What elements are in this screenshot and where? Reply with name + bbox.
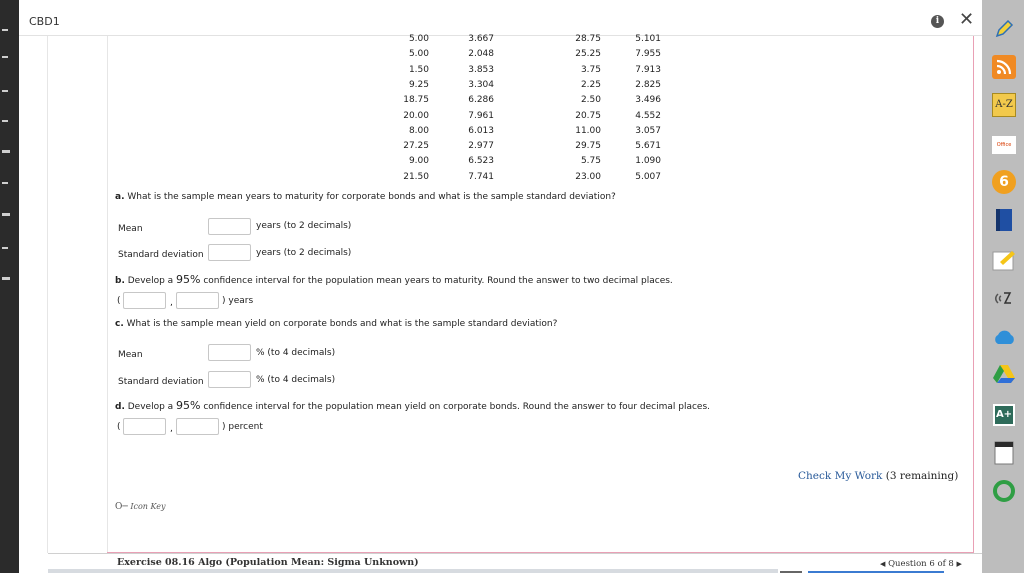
question-c bbox=[115, 319, 557, 329]
table-cell: 2.977 bbox=[468, 141, 494, 151]
table-cell: 11.00 bbox=[575, 126, 601, 136]
table-cell: 7.913 bbox=[635, 65, 661, 75]
table-cell: 5.671 bbox=[635, 141, 661, 151]
table-row bbox=[19, 141, 982, 156]
table-cell: 6.523 bbox=[468, 156, 494, 166]
question-d bbox=[115, 399, 710, 412]
question-letter: d. bbox=[115, 402, 125, 412]
office-label: Office bbox=[992, 136, 1016, 154]
table-cell: 28.75 bbox=[575, 34, 601, 44]
table-cell: 5.101 bbox=[635, 34, 661, 44]
table-cell: 2.50 bbox=[580, 95, 601, 105]
exercise-title: Exercise 08.16 Algo (Population Mean: Sigma Unknown) bbox=[117, 557, 419, 568]
table-cell: 29.75 bbox=[575, 141, 601, 151]
question-letter: c. bbox=[115, 319, 124, 329]
table-row bbox=[19, 172, 982, 187]
table-cell: 2.048 bbox=[468, 49, 494, 59]
key-icon: O─ bbox=[115, 502, 128, 512]
table-cell: 6.286 bbox=[468, 95, 494, 105]
document-icon[interactable] bbox=[992, 441, 1016, 465]
table-row bbox=[19, 34, 982, 49]
question-content bbox=[19, 36, 982, 573]
icon-key-label: Icon Key bbox=[130, 502, 166, 511]
question-d-text-post: confidence interval for the population mean yield on corporate bonds. Round the answer to four decimal places. bbox=[200, 402, 710, 412]
table-cell: 3.853 bbox=[468, 65, 494, 75]
cloud-icon[interactable] bbox=[992, 325, 1016, 349]
maturity-ci-lower-input[interactable] bbox=[123, 292, 166, 309]
question-c-text: What is the sample mean yield on corporate bonds and what is the sample standard deviation? bbox=[123, 319, 558, 329]
strip-marker bbox=[2, 90, 8, 92]
maturity-mean-hint: years (to 2 decimals) bbox=[256, 221, 352, 231]
comma: , bbox=[170, 298, 173, 308]
a-z-label: A-Z bbox=[992, 93, 1016, 117]
extensions-toolbar bbox=[982, 0, 1024, 573]
table-cell: 5.75 bbox=[580, 156, 601, 166]
table-cell: 7.961 bbox=[468, 111, 494, 121]
question-a bbox=[115, 192, 616, 202]
yield-ci-upper-input[interactable] bbox=[176, 418, 219, 435]
open-paren: ( bbox=[117, 422, 121, 432]
table-row bbox=[19, 49, 982, 64]
yield-ci-unit: ) percent bbox=[222, 422, 263, 432]
table-cell: 2.25 bbox=[580, 80, 601, 90]
table-cell: 1.090 bbox=[635, 156, 661, 166]
question-b bbox=[115, 273, 673, 286]
question-letter: b. bbox=[115, 276, 125, 286]
table-cell: 3.057 bbox=[635, 126, 661, 136]
table-cell: 5.007 bbox=[635, 172, 661, 182]
yield-sd-input[interactable] bbox=[208, 371, 251, 388]
table-cell: 27.25 bbox=[403, 141, 429, 151]
confidence-level: 95% bbox=[176, 399, 201, 412]
mean-label: Mean bbox=[118, 224, 143, 234]
strip-marker bbox=[2, 182, 8, 184]
strip-marker bbox=[2, 29, 8, 31]
number-six-icon[interactable] bbox=[992, 170, 1016, 194]
table-cell: 8.00 bbox=[408, 126, 429, 136]
yield-sd-hint: % (to 4 decimals) bbox=[256, 375, 336, 385]
left-edge-strip bbox=[0, 0, 19, 573]
table-row bbox=[19, 126, 982, 141]
prev-question-icon[interactable]: ◀ bbox=[880, 560, 886, 568]
table-cell: 7.955 bbox=[635, 49, 661, 59]
maturity-mean-input[interactable] bbox=[208, 218, 251, 235]
window-titlebar bbox=[19, 8, 982, 36]
a-z-icon[interactable] bbox=[992, 93, 1016, 117]
circle-icon[interactable] bbox=[992, 479, 1016, 503]
question-counter: Question 6 of 8 bbox=[888, 559, 954, 569]
window-title: CBD1 bbox=[29, 15, 60, 28]
icon-key[interactable] bbox=[115, 502, 166, 512]
table-cell: 20.00 bbox=[403, 111, 429, 121]
yield-mean-hint: % (to 4 decimals) bbox=[256, 348, 336, 358]
question-a-text: What is the sample mean years to maturity for corporate bonds and what is the sample standard deviation? bbox=[124, 192, 616, 202]
table-cell: 23.00 bbox=[575, 172, 601, 182]
check-my-work bbox=[798, 470, 958, 482]
table-cell: 7.741 bbox=[468, 172, 494, 182]
open-paren: ( bbox=[117, 296, 121, 306]
maturity-sd-input[interactable] bbox=[208, 244, 251, 261]
attempts-remaining: (3 remaining) bbox=[882, 470, 959, 482]
table-cell: 5.00 bbox=[408, 49, 429, 59]
table-cell: 2.825 bbox=[635, 80, 661, 90]
strip-marker bbox=[2, 213, 10, 216]
table-cell: 3.496 bbox=[635, 95, 661, 105]
table-cell: 18.75 bbox=[403, 95, 429, 105]
confidence-level: 95% bbox=[176, 273, 201, 286]
strip-marker bbox=[2, 56, 8, 58]
info-icon[interactable]: i bbox=[931, 15, 944, 28]
table-cell: 3.304 bbox=[468, 80, 494, 90]
sd-label: Standard deviation bbox=[118, 250, 204, 260]
table-cell: 25.25 bbox=[575, 49, 601, 59]
comma: , bbox=[170, 424, 173, 434]
table-cell: 5.00 bbox=[408, 34, 429, 44]
table-cell: 3.667 bbox=[468, 34, 494, 44]
table-cell: 3.75 bbox=[580, 65, 601, 75]
table-row bbox=[19, 95, 982, 110]
a-plus-icon[interactable] bbox=[992, 403, 1016, 427]
maturity-ci-upper-input[interactable] bbox=[176, 292, 219, 309]
table-row bbox=[19, 80, 982, 95]
question-b-text-pre: Develop a bbox=[124, 276, 177, 286]
maturity-sd-hint: years (to 2 decimals) bbox=[256, 248, 352, 258]
rss-feed-icon[interactable] bbox=[992, 55, 1016, 79]
question-d-text-pre: Develop a bbox=[124, 402, 177, 412]
a-plus-label: A+ bbox=[993, 404, 1015, 426]
yield-mean-input[interactable] bbox=[208, 344, 251, 361]
table-cell: 1.50 bbox=[408, 65, 429, 75]
mean-label: Mean bbox=[118, 350, 143, 360]
table-row bbox=[19, 156, 982, 171]
sd-label: Standard deviation bbox=[118, 377, 204, 387]
table-cell: 21.50 bbox=[403, 172, 429, 182]
strip-marker bbox=[2, 120, 8, 122]
next-question-icon[interactable]: ▶ bbox=[956, 560, 962, 568]
question-b-text-post: confidence interval for the population mean years to maturity. Round the answer to two decimal places. bbox=[200, 276, 673, 286]
six-label: 6 bbox=[992, 170, 1016, 194]
question-pager bbox=[880, 559, 962, 569]
strip-marker bbox=[2, 277, 10, 280]
yield-ci-lower-input[interactable] bbox=[123, 418, 166, 435]
notebook-icon[interactable] bbox=[992, 208, 1016, 232]
read-aloud-icon[interactable] bbox=[992, 286, 1016, 310]
pen-icon[interactable] bbox=[992, 17, 1016, 41]
drive-icon[interactable] bbox=[992, 362, 1016, 386]
table-row bbox=[19, 111, 982, 126]
table-row bbox=[19, 65, 982, 80]
office-icon[interactable] bbox=[992, 133, 1016, 157]
table-cell: 9.00 bbox=[408, 156, 429, 166]
strip-marker bbox=[2, 150, 10, 153]
table-cell: 9.25 bbox=[408, 80, 429, 90]
table-cell: 20.75 bbox=[575, 111, 601, 121]
check-my-work-link[interactable]: Check My Work bbox=[798, 470, 883, 482]
table-cell: 6.013 bbox=[468, 126, 494, 136]
table-cell: 4.552 bbox=[635, 111, 661, 121]
question-letter: a. bbox=[115, 192, 125, 202]
edit-note-icon[interactable] bbox=[992, 248, 1016, 272]
close-icon[interactable]: ✕ bbox=[959, 9, 975, 30]
horizontal-scrollbar[interactable] bbox=[48, 569, 778, 573]
strip-marker bbox=[2, 247, 8, 249]
maturity-ci-unit: ) years bbox=[222, 296, 254, 306]
